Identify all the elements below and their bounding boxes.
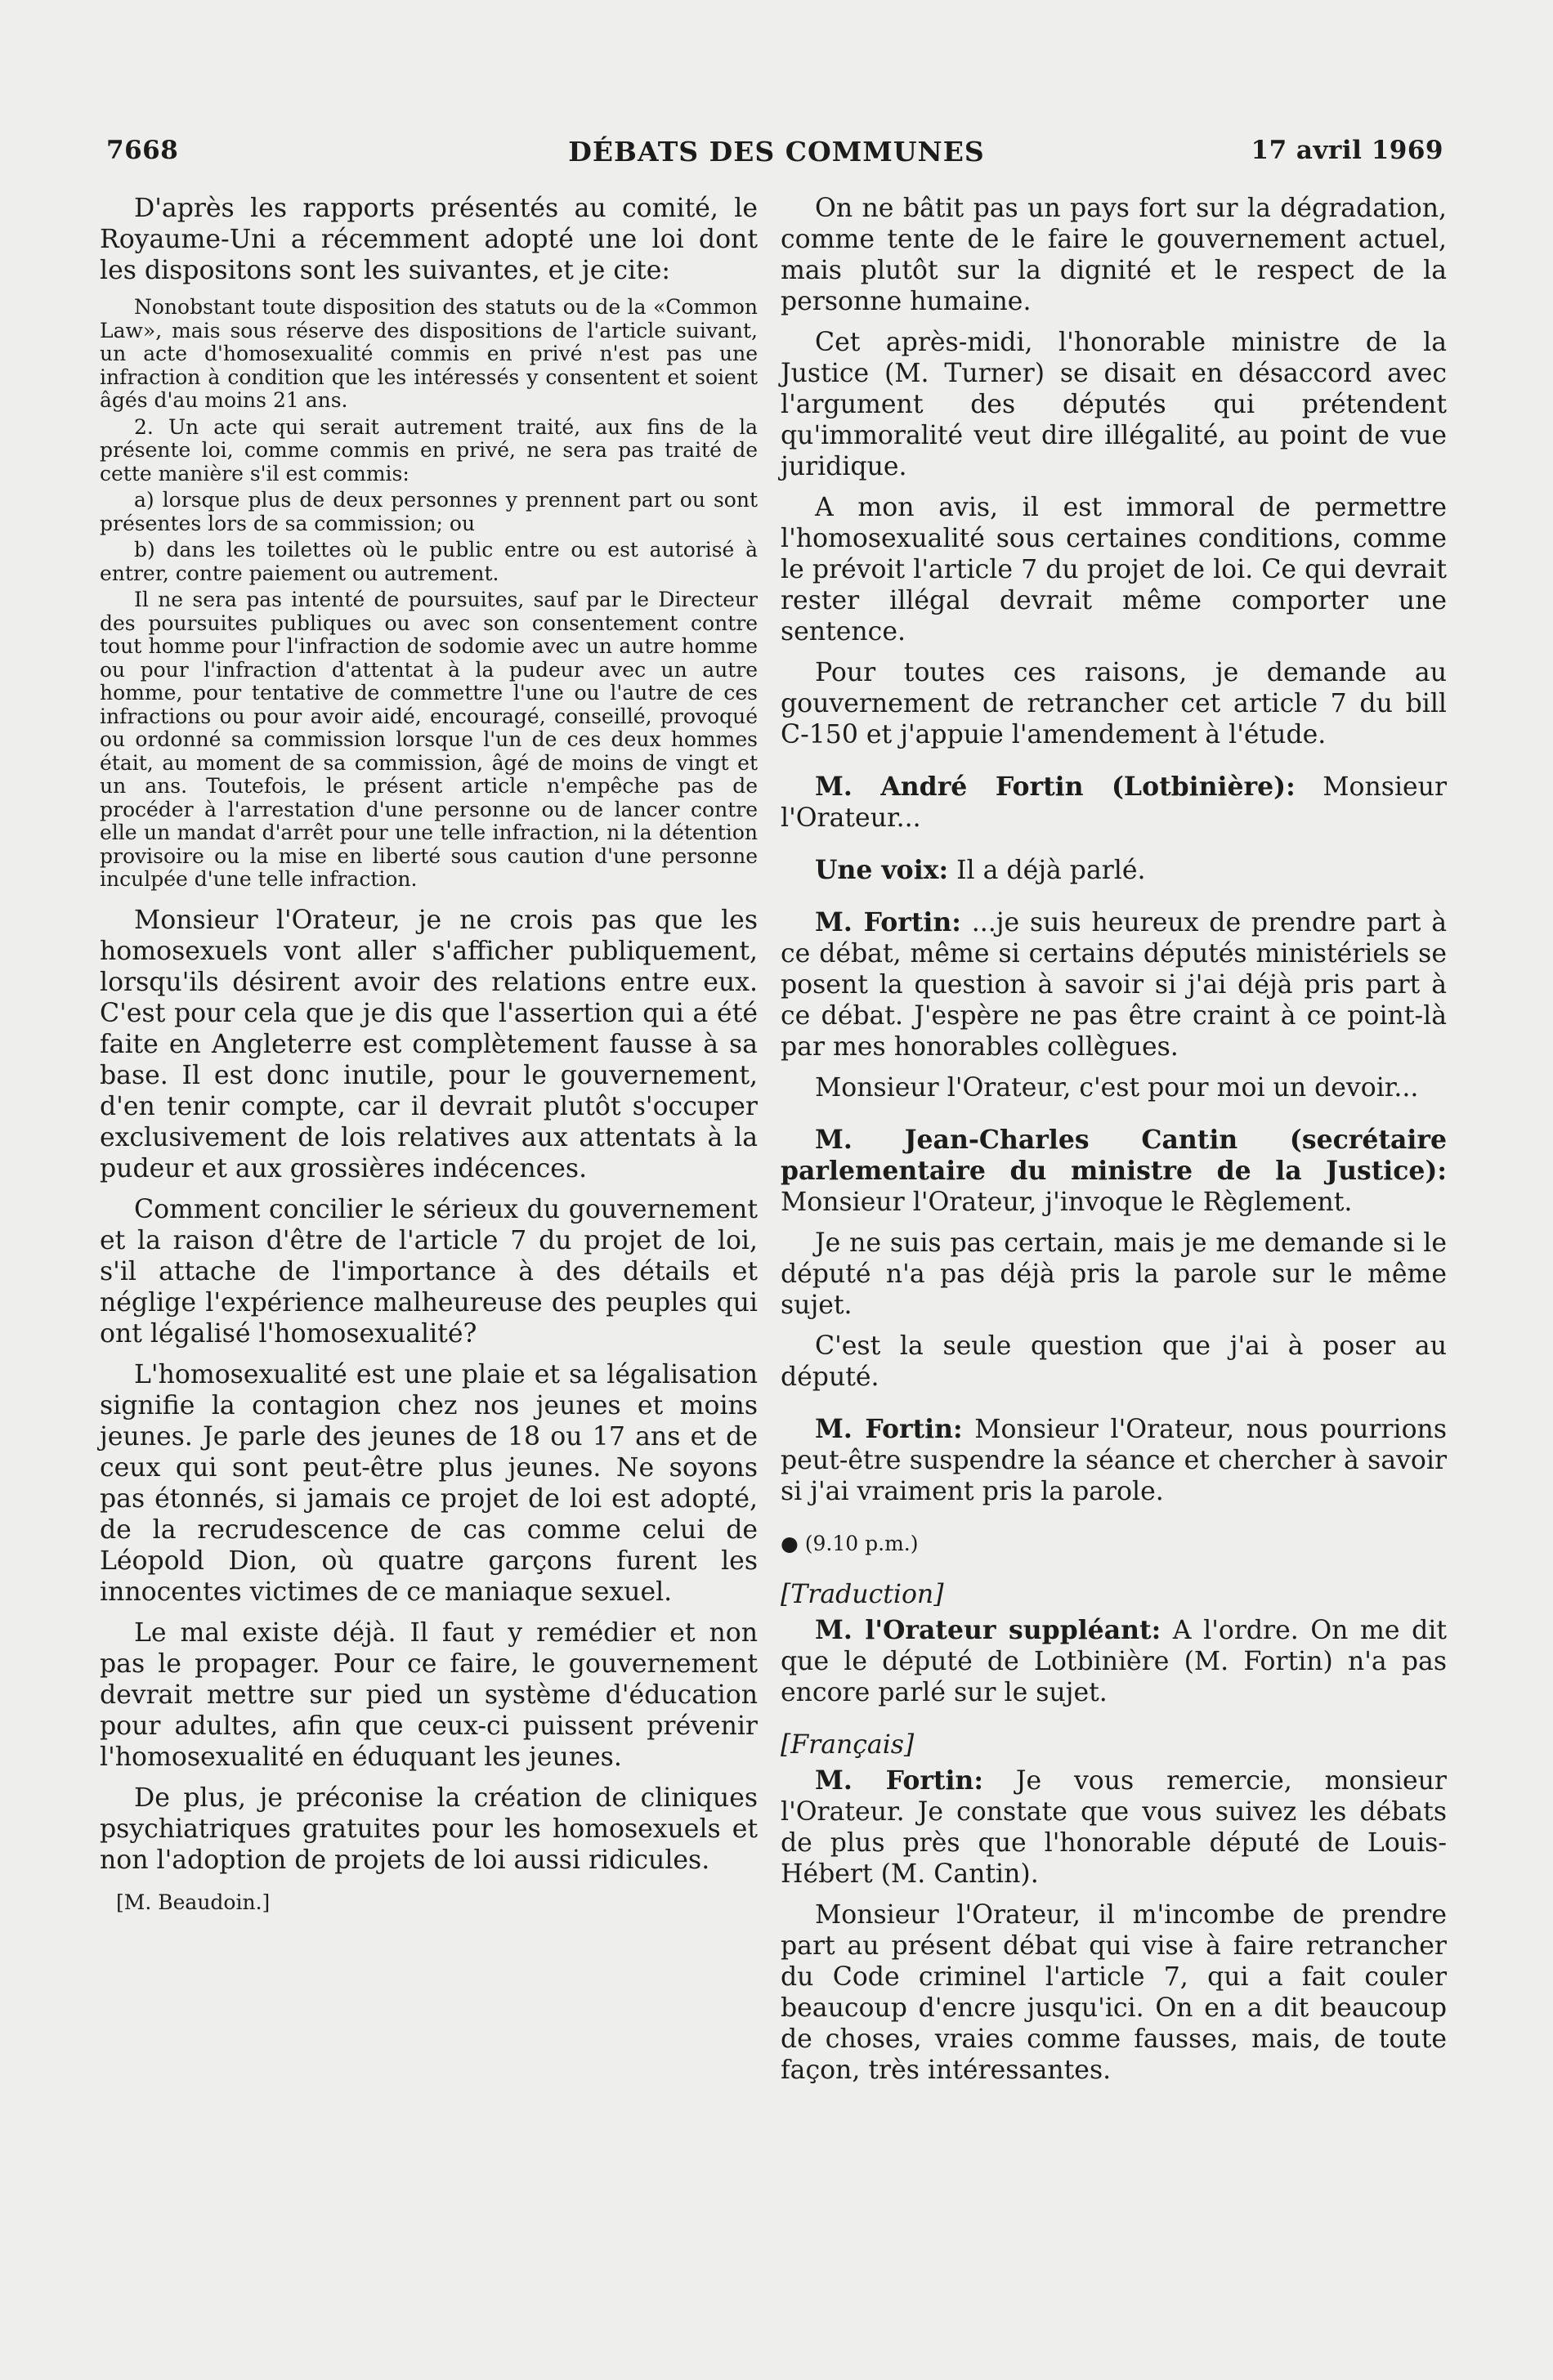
page-date: 17 avril 1969 [1251,136,1443,165]
quote-paragraph: a) lorsque plus de deux personnes y prennent part ou sont présentes lors de sa commission; ou [100,488,758,535]
right-column [781,193,1447,2096]
paragraph: Monsieur l'Orateur, c'est pour moi un devoir... [815,1073,1419,1103]
paragraph: A mon avis, il est immoral de permettre l'homosexualité sous certaines conditions, comme le prévoit l'article 7 du projet de loi. Ce qui devrait rester illégal devrait même comporter une sentence. [781,493,1447,646]
speaker-name: M. Fortin: [815,1765,983,1796]
speaker-name: Une voix: [815,855,949,885]
paragraph: On ne bâtit pas un pays fort sur la dégradation, comme tente de le faire le gouvernement actuel, mais plutôt sur la dignité et le respect de la personne humaine. [781,194,1447,316]
page-number: 7668 [106,136,179,165]
speech-text: Monsieur l'Orateur, nous pourrions peut-être suspendre la séance et chercher à savoir si j'ai vraiment pris la parole. [781,1415,1447,1506]
quote-paragraph: b) dans les toilettes où le public entre ou est autorisé à entrer, contre paiement ou autrement. [100,538,758,585]
speech [781,907,1447,1062]
language-tag: [Français] [781,1730,915,1760]
paragraph: Pour toutes ces raisons, je demande au gouvernement de retrancher cet article 7 du bill C-150 et j'appuie l'amendement à l'étude. [781,658,1447,749]
speech [781,1414,1447,1507]
speaker-name: M. Jean-Charles Cantin (secrétaire parlementaire du ministre de la Justice): [781,1125,1447,1186]
speech-text: Monsieur l'Orateur... [781,772,1448,833]
speech-text: Je vous remercie, monsieur l'Orateur. Je constate que vous suivez les débats de plus près que l'honorable député de Louis-Hébert (M. Cantin). [781,1766,1447,1889]
paragraph: L'homosexualité est une plaie et sa légalisation signifie la contagion chez nos jeunes et moins jeunes. Je parle des jeunes de 18 ou 17 ans et de ceux qui sont peut-être plus jeunes. Ne soyons pas étonnés, si jamais ce projet de loi est adopté, de la recrudescence de cas comme celui de Léopold Dion, où quatre garçons furent les innocentes victimes de ce maniaque sexuel. [100,1359,758,1607]
speech-text: A l'ordre. On me dit que le député de Lotbinière (M. Fortin) n'a pas encore parlé sur le sujet. [781,1616,1447,1707]
paragraph: Monsieur l'Orateur, il m'incombe de prendre part au présent débat qui vise à faire retrancher du Code criminel l'article 7, qui a fait couler beaucoup d'encre jusqu'ici. On en a dit beaucoup de choses, vraies comme fausses, mais, de toute façon, très intéressantes. [781,1900,1447,2085]
speaker-name: M. Fortin: [815,907,961,937]
speech [781,1615,1447,1708]
speech [781,772,1447,834]
paragraph: Le mal existe déjà. Il faut y remédier et non pas le propager. Pour ce faire, le gouvernement devrait mettre sur pied un système d'éducation pour adultes, afin que ceux-ci puissent prévenir l'homosexualité en éduquant les jeunes. [100,1617,758,1772]
paragraph: Comment concilier le sérieux du gouvernement et la raison d'être de l'article 7 du projet de loi, s'il attache de l'importance à des détails et néglige l'expérience malheureuse des peuples qui ont légalisé l'homosexualité? [100,1194,758,1349]
speech-text: ...je suis heureux de prendre part à ce débat, même si certains députés ministériels se posent la question à savoir si j'ai déjà pris part à ce débat. J'espère ne pas être craint à ce point-là par mes honorables collègues. [781,908,1447,1062]
paragraph: De plus, je préconise la création de cliniques psychiatriques gratuites pour les homosexuels et non l'adoption de projets de loi aussi ridicules. [100,1783,758,1875]
paragraph: Cet après-midi, l'honorable ministre de la Justice (M. Turner) se disait en désaccord avec l'argument des députés qui prétendent qu'immoralité veut dire illégalité, au point de vue juridique. [781,328,1447,481]
running-title: DÉBATS DES COMMUNES [568,136,985,168]
paragraph: Monsieur l'Orateur, je ne crois pas que les homosexuels vont aller s'afficher publiquement, lorsqu'ils désirent avoir des relations entre eux. C'est pour cela que je dis que l'assertion qui a été faite en Angleterre est complètement fausse à sa base. Il est donc inutile, pour le gouvernement, d'en tenir compte, car il devrait plutôt s'occuper exclusivement de lois relatives aux attentats à la pudeur et aux grossières indécences. [100,905,758,1183]
paragraph: Je ne suis pas certain, mais je me demande si le député n'a pas déjà pris la parole sur le même sujet. [781,1228,1447,1320]
quote-paragraph: Nonobstant toute disposition des statuts ou de la «Common Law», mais sous réserve des dispositions de l'article suivant, un acte d'homosexualité commis en privé n'est pas une infraction à condition que les intéressés y consentent et soient âgés d'au moins 21 ans. [100,295,758,412]
speech-text: Il a déjà parlé. [956,856,1146,885]
speaker-name: M. l'Orateur suppléant: [815,1615,1161,1645]
quote-paragraph: Il ne sera pas intenté de poursuites, sauf par le Directeur des poursuites publiques ou avec son consentement contre tout homme pour l'infraction de sodomie avec un autre homme ou pour l'infraction d'attentat à la pudeur avec un autre homme, pour tentative de commettre l'une ou l'autre de ces infractions ou pour avoir aidé, encouragé, conseillé, provoqué ou ordonné sa commission lorsque l'un de ces deux hommes était, au moment de sa commission, âgé de moins de vingt et un ans. Toutefois, le présent article n'empêche pas de procéder à l'arrestation d'une personne ou de lancer contre elle un mandat d'arrêt pour une telle infraction, ni la détention provisoire ou la mise en liberté sous caution d'une personne inculpée d'une telle infraction. [100,588,758,891]
speech [781,1125,1447,1218]
quoted-law [100,296,758,892]
speech-text: Monsieur l'Orateur, j'invoque le Règlement. [781,1188,1353,1217]
paragraph: C'est la seule question que j'ai à poser au député. [781,1331,1447,1392]
speaker-attribution: [M. Beaudoin.] [116,1890,271,1914]
left-column [100,193,758,1928]
speaker-name: M. André Fortin (Lotbinière): [815,772,1296,802]
time-marker: ● (9.10 p.m.) [781,1532,919,1555]
paragraph: D'après les rapports présentés au comité, le Royaume-Uni a récemment adopté une loi dont les dispositons sont les suivantes, et je cite: [100,194,758,285]
quote-paragraph: 2. Un acte qui serait autrement traité, aux fins de la présente loi, comme commis en privé, ne sera pas traité de cette manière s'il est commis: [100,414,758,485]
speech [781,1765,1447,1890]
language-tag: [Traduction] [781,1580,944,1609]
speech [781,855,1447,886]
speaker-name: M. Fortin: [815,1414,963,1444]
